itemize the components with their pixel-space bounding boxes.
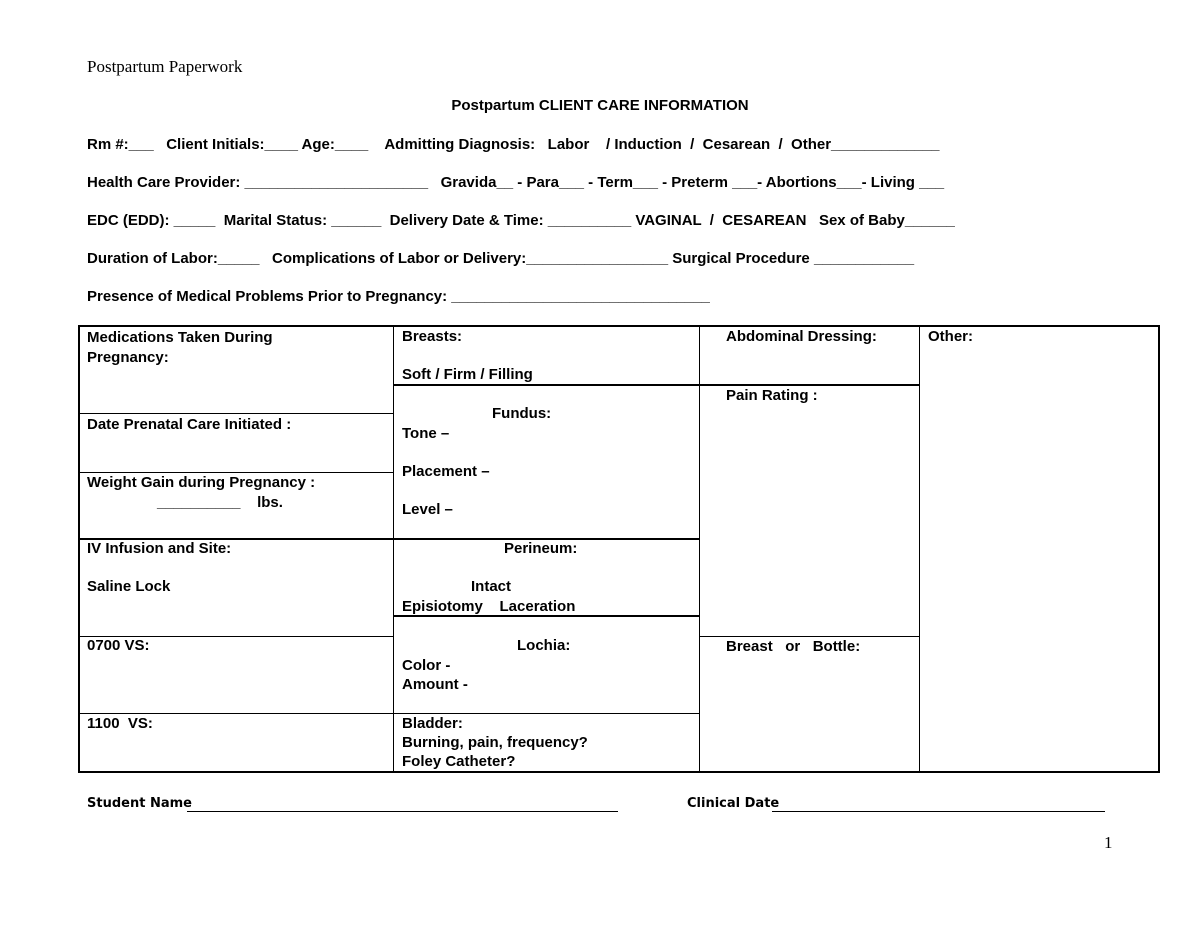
fundus-label: Fundus: [492,405,552,422]
breast-or-bottle-label: Breast or Bottle: [726,638,861,655]
bladder-label: Bladder: [402,715,463,732]
rm-client-diagnosis-line: Rm #:___ Client Initials:____ Age:____ Admitting Diagnosis: Labor / Induction / Cesarean / Other_____________ [87,136,940,153]
intact-label: Intact [471,578,512,595]
medications-label: Medications Taken During Pregnancy: [87,329,273,366]
medical-problems-line: Presence of Medical Problems Prior to Pregnancy: _______________________________ [87,288,710,305]
vs-1100-label: 1100 VS: [87,715,153,732]
clinical-date-label: Clinical Date [687,796,780,811]
student-name-label: Student Name [87,796,192,811]
perineum-label: Perineum: [504,540,578,557]
page-number: 1 [1104,833,1113,852]
weight-gain-label: Weight Gain during Pregnancy : [87,474,316,491]
prenatal-care-label: Date Prenatal Care Initiated : [87,416,292,433]
running-title: Postpartum Paperwork [87,57,243,76]
breasts-options: Soft / Firm / Filling [402,366,533,383]
level-label: Level – [402,501,453,518]
form-title: Postpartum CLIENT CARE INFORMATION [451,97,749,114]
foley-catheter-label: Foley Catheter? [402,753,516,770]
saline-lock-label: Saline Lock [87,578,171,595]
abdominal-dressing-label: Abdominal Dressing: [726,328,877,345]
breasts-label: Breasts: [402,328,463,345]
other-label: Other: [928,328,973,345]
tone-label: Tone – [402,425,450,442]
lochia-amount-label: Amount - [402,676,468,693]
lochia-color-label: Color - [402,657,451,674]
bladder-symptoms-label: Burning, pain, frequency? [402,734,588,751]
vs-0700-label: 0700 VS: [87,637,150,654]
edc-delivery-line: EDC (EDD): _____ Marital Status: ______ Delivery Date & Time: __________ VAGINAL / CESAREAN Sex of Baby______ [87,212,955,229]
labor-complications-line: Duration of Labor:_____ Complications of Labor or Delivery:_________________ Surgical Procedure ____________ [87,250,915,267]
lochia-label: Lochia: [517,637,571,654]
pain-rating-label: Pain Rating : [726,387,818,404]
placement-label: Placement – [402,463,490,480]
provider-gravida-line: Health Care Provider: ______________________ Gravida__ - Para___ - Term___ - Preterm ___- Abortions___- Living ___ [87,174,945,191]
student-name-line [187,811,618,812]
episiotomy-laceration-label: Episiotomy Laceration [402,598,576,615]
clinical-date-line [772,811,1105,812]
iv-infusion-label: IV Infusion and Site: [87,540,232,557]
weight-gain-blank: __________ lbs. [157,494,283,511]
